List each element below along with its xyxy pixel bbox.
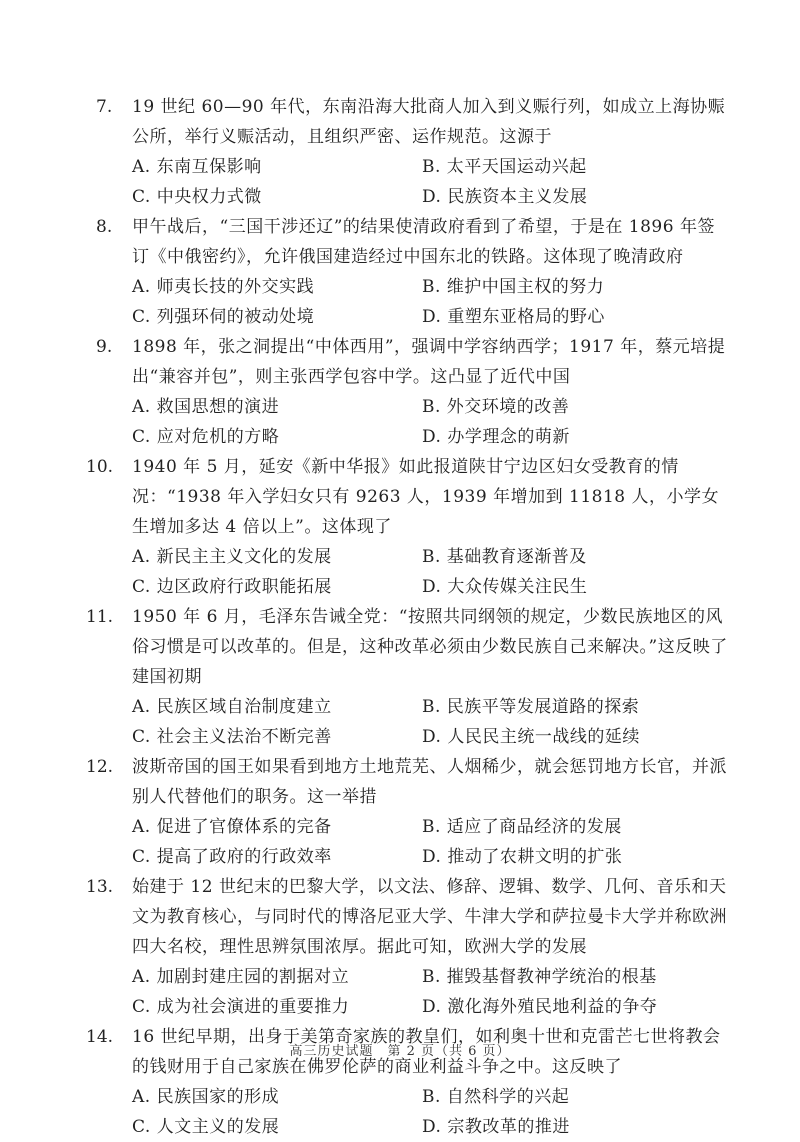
question-text: 1950 年 6 月，毛泽东告诫全党：“按照共同纲领的规定，少数民族地区的风俗习惯是可以改革的。但是，这种改革必须由少数民族自己来解决。”这反映了建国初期 [132, 607, 728, 687]
option-b: B. 外交环境的改善 [422, 397, 570, 417]
question-stem [0, 752, 800, 812]
option-b: B. 基础教育逐渐普及 [422, 547, 587, 567]
option-a: A. 东南互保影响 [132, 157, 262, 177]
page-footer: 高三历史试题 第 2 页（共 6 页） [289, 1044, 511, 1059]
question-stem [0, 92, 800, 152]
option-c: C. 列强环伺的被动处境 [132, 307, 315, 327]
option-a: A. 师夷长技的外交实践 [132, 277, 315, 297]
question-text: 19 世纪 60—90 年代，东南沿海大批商人加入到义赈行列，如成立上海协赈公所，举行义赈活动，且组织严密、运作规范。这源于 [132, 97, 726, 147]
option-grid [0, 1082, 800, 1142]
question-number: 8. [96, 217, 113, 237]
question-text: 甲午战后，“三国干涉还辽”的结果使清政府看到了希望，于是在 1896 年签订《中俄密约》，允许俄国建造经过中国东北的铁路。这体现了晚清政府 [132, 217, 715, 267]
question-stem [0, 452, 800, 542]
option-grid [0, 962, 800, 1022]
option-grid [0, 152, 800, 212]
question-7 [0, 92, 800, 212]
question-text: 1940 年 5 月，延安《新中华报》如此报道陕甘宁边区妇女受教育的情况：“1938 年入学妇女只有 9263 人，1939 年增加到 11818 人，小学女生增加多达 4 倍以上”。这体现了 [132, 457, 719, 537]
option-a: A. 新民主主义文化的发展 [132, 547, 332, 567]
option-c: C. 应对危机的方略 [132, 427, 280, 447]
option-b: B. 适应了商品经济的发展 [422, 817, 622, 837]
question-number: 7. [96, 97, 113, 117]
question-text: 1898 年，张之洞提出“中体西用”，强调中学容纳西学；1917 年，蔡元培提出“兼容并包”，则主张西学包容中学。这凸显了近代中国 [132, 337, 726, 387]
option-a: A. 加剧封建庄园的割据对立 [132, 967, 350, 987]
question-number: 10. [86, 457, 114, 477]
question-text: 16 世纪早期，出身于美第奇家族的教皇们，如利奥十世和克雷芒七世将教会的钱财用于自己家族在佛罗伦萨的商业利益斗争之中。这反映了 [132, 1027, 721, 1077]
question-12 [0, 752, 800, 872]
option-b: B. 摧毁基督教神学统治的根基 [422, 967, 657, 987]
option-grid [0, 392, 800, 452]
question-number: 11. [86, 607, 114, 627]
option-c: C. 成为社会演进的重要推力 [132, 997, 350, 1017]
option-b: B. 维护中国主权的努力 [422, 277, 605, 297]
option-b: B. 太平天国运动兴起 [422, 157, 587, 177]
option-d: D. 推动了农耕文明的扩张 [422, 847, 623, 867]
option-b: B. 自然科学的兴起 [422, 1087, 570, 1107]
question-number: 9. [96, 337, 113, 357]
option-a: A. 救国思想的演进 [132, 397, 280, 417]
question-8 [0, 212, 800, 332]
question-9 [0, 332, 800, 452]
option-c: C. 边区政府行政职能拓展 [132, 577, 332, 597]
question-13 [0, 872, 800, 1022]
question-number: 14. [86, 1027, 114, 1047]
option-c: C. 中央权力式微 [132, 187, 262, 207]
option-c: C. 社会主义法治不断完善 [132, 727, 332, 747]
option-a: A. 民族国家的形成 [132, 1087, 280, 1107]
option-d: D. 办学理念的萌新 [422, 427, 570, 447]
option-grid [0, 542, 800, 602]
question-stem [0, 212, 800, 272]
option-d: D. 宗教改革的推进 [422, 1117, 570, 1137]
question-list [0, 92, 800, 1142]
option-d: D. 人民民主统一战线的延续 [422, 727, 640, 747]
option-grid [0, 692, 800, 752]
option-d: D. 重塑东亚格局的野心 [422, 307, 605, 327]
question-number: 12. [86, 757, 114, 777]
option-c: C. 人文主义的发展 [132, 1117, 280, 1137]
question-number: 13. [86, 877, 114, 897]
option-grid [0, 812, 800, 872]
question-10 [0, 452, 800, 602]
question-11 [0, 602, 800, 752]
option-d: D. 民族资本主义发展 [422, 187, 588, 207]
option-b: B. 民族平等发展道路的探索 [422, 697, 640, 717]
question-stem [0, 332, 800, 392]
question-text: 始建于 12 世纪末的巴黎大学，以文法、修辞、逻辑、数学、几何、音乐和天文为教育核心，与同时代的博洛尼亚大学、牛津大学和萨拉曼卡大学并称欧洲四大名校，理性思辨氛围浓厚。据此可知，欧洲大学的发展 [132, 877, 727, 957]
option-a: A. 民族区域自治制度建立 [132, 697, 332, 717]
option-d: D. 大众传媒关注民生 [422, 577, 588, 597]
question-stem [0, 602, 800, 692]
option-a: A. 促进了官僚体系的完备 [132, 817, 332, 837]
question-text: 波斯帝国的国王如果看到地方土地荒芜、人烟稀少，就会惩罚地方长官，并派别人代替他们的职务。这一举措 [132, 757, 727, 807]
question-stem [0, 872, 800, 962]
option-d: D. 激化海外殖民地利益的争夺 [422, 997, 658, 1017]
option-grid [0, 272, 800, 332]
option-c: C. 提高了政府的行政效率 [132, 847, 332, 867]
